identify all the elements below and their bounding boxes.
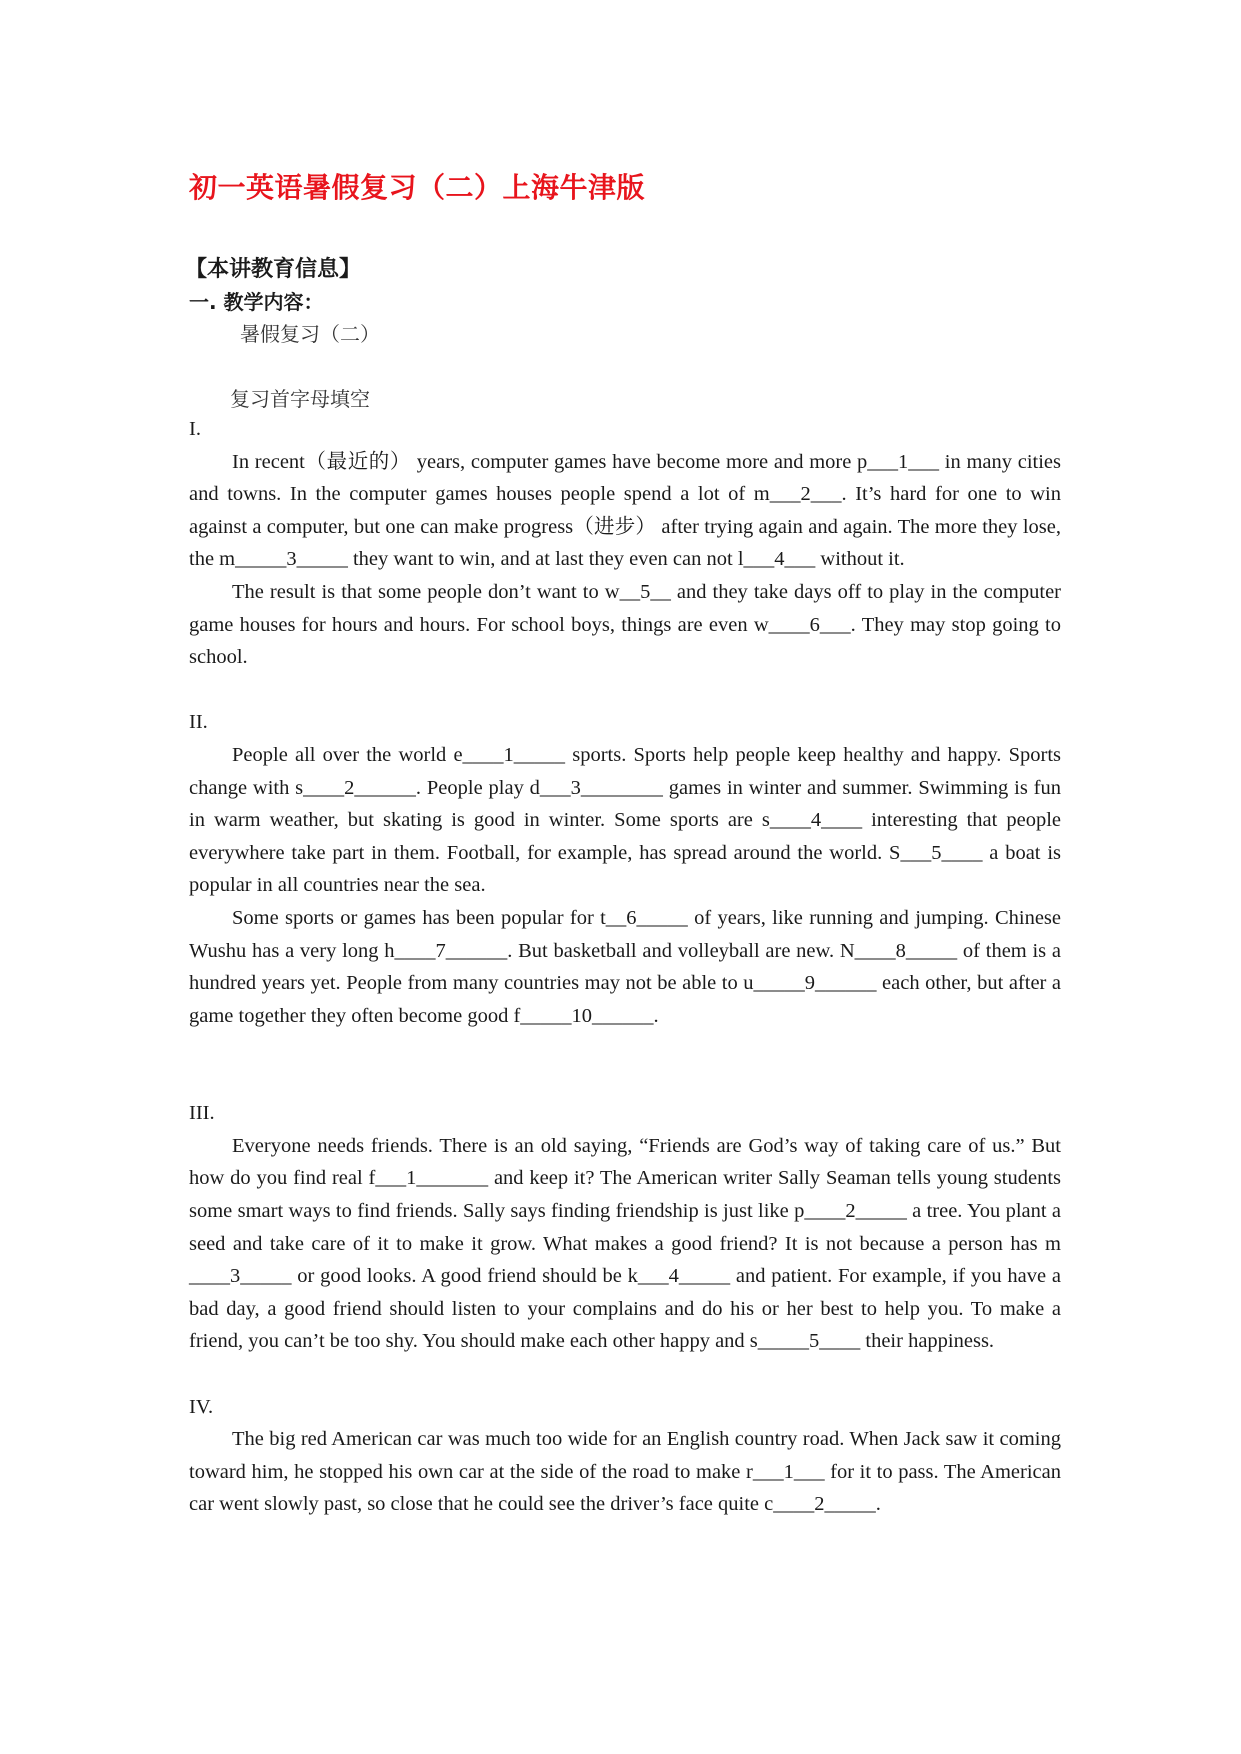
paragraph: People all over the world e____1_____ sports. Sports help people keep healthy and happy. Sports change with s____2______. People play d___3________ games in winter and summer. Swimming is fun in warm weather, but skating is good in winter. Some sports are s____4____ interesting that people everywhere take part in them. Football, for example, has spread around the world. S___5____ a boat is popular in all countries near the sea. (189, 743, 1061, 897)
page-title: 初一英语暑假复习（二）上海牛津版 (189, 171, 646, 204)
section-label: II. (189, 711, 208, 734)
teaching-content-label: 一. 教学内容： (189, 290, 324, 314)
paragraph: Some sports or games has been popular for t__6_____ of years, like running and jumping. Chinese Wushu has a very long h____7______. But basketball and volleyball are new. N____8_____ of them is a hundred years yet. People from many countries may not be able to u_____9______ each other, but after a game together they often become good f_____10______. (189, 906, 1061, 1027)
section-label: IV. (189, 1395, 214, 1418)
paragraph: Everyone needs friends. There is an old saying, “Friends are God’s way of taking care of us.” But how do you find real f___1_______ and keep it? The American writer Sally Seaman tells young students some smart ways to find friends. Sally says finding friendship is just like p____2_____ a tree. You plant a seed and take care of it to make it grow. What makes a good friend? It is not because a person has m ____3_____ or good looks. A good friend should be k___4_____ and patient. For example, if you have a bad day, a good friend should listen to your complains and do his or her best to help you. To make a friend, you can’t be too shy. You should make each other happy and s_____5____ their happiness. (189, 1134, 1061, 1353)
paragraph: In recent（最近的） years, computer games have become more and more p___1___ in many cities and towns. In the computer games houses people spend a lot of m___2___. It’s hard for one to win against a computer, but one can make progress（进步） after trying again and again. The more they lose, the m_____3_____ they want to win, and at last they even can not l___4___ without it. (189, 450, 1061, 571)
section-label: I. (189, 418, 201, 440)
paragraph: The big red American car was much too wide for an English country road. When Jack saw it coming toward him, he stopped his own car at the side of the road to make r___1___ for it to pass. The American car went slowly past, so close that he could see the driver’s face quite c____2_____. (189, 1428, 1061, 1516)
task-line: 复习首字母填空 (230, 387, 370, 411)
topic-line: 暑假复习（二） (240, 322, 380, 346)
exercise-content (189, 413, 1061, 1521)
paragraph: The result is that some people don’t want to w__5__ and they take days off to play in the computer game houses for hours and hours. For school boys, things are even w____6___. They may stop going to school. (189, 580, 1061, 669)
section-heading: 【本讲教育信息】 (185, 257, 362, 282)
section-label: III. (189, 1102, 215, 1125)
